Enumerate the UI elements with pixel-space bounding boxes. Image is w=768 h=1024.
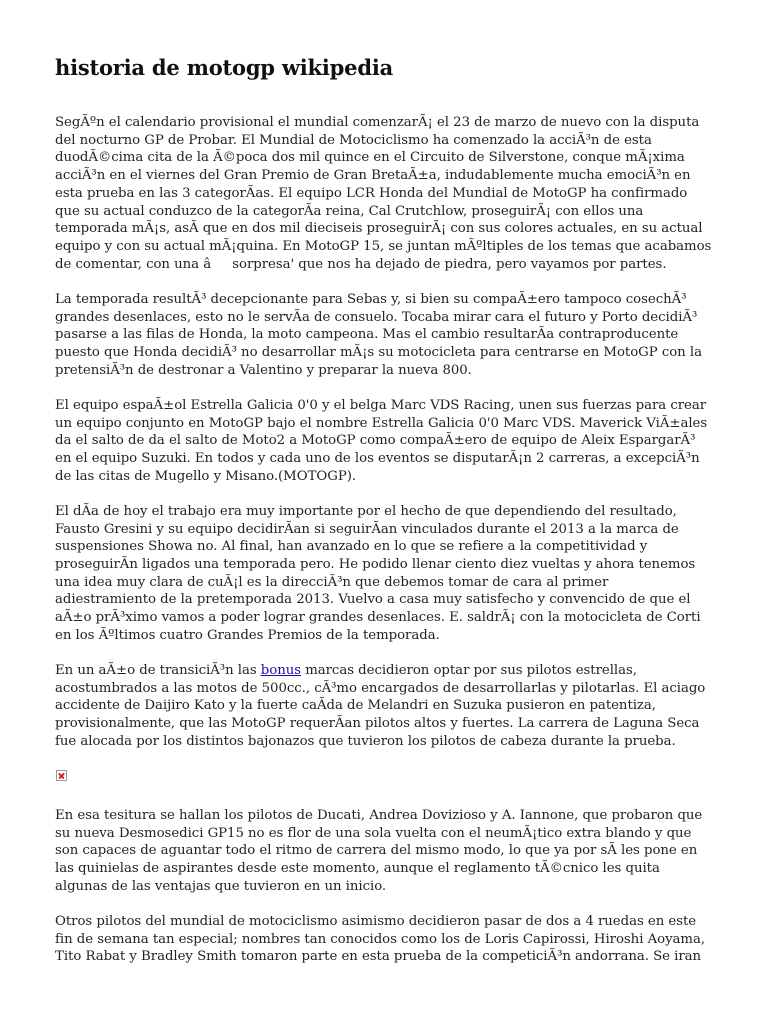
paragraph-3: El equipo espaÃ±ol Estrella Galicia 0'0 y el belga Marc VDS Racing, unen sus fuerzas para crear un equipo conjunto en MotoGP bajo el nombre Estrella Galicia 0'0 Marc VDS. Maverick ViÃ±ales da el salto de da el salto de Moto2 a MotoGP como compaÃ±ero de equipo de Aleix EspargarÃ³ en el equipo Suzuki. En todos y cada uno de los eventos se disputarÃ¡n 2 carreras, a excepciÃ³n de las citas de Mugello y Misano.(MOTOGP). bbox=[55, 397, 708, 484]
paragraph-5 bbox=[55, 662, 712, 751]
bonus-link[interactable]: bonus bbox=[260, 662, 302, 678]
paragraph-5-start: En un aÃ±o de transiciÃ³n las bbox=[55, 662, 261, 678]
paragraph-2: La temporada resultÃ³ decepcionante para Sebas y, si bien su compaÃ±ero tampoco cosechÃ³ grandes desenlaces, esto no le servÃa de consuelo. Tocaba mirar cara el futuro y Porto decidiÃ³ pasarse a las filas de Honda, la moto campeona. Mas el cambio resultarÃa contraproducente puesto que Honda decidiÃ³ no desarrollar mÃ¡s su motocicleta para centrarse en MotoGP con la pretensiÃ³n de destronar a Valentino y preparar la nueva 800. bbox=[55, 291, 702, 378]
paragraph-4: El dÃa de hoy el trabajo era muy importante por el hecho de que dependiendo del resultado, Fausto Gresini y su equipo decidirÃan si seguirÃan vinculados durante el 2013 a la marca de suspensiones Showa no. Al final, han avanzado en lo que se refiere a la competitividad y proseguirÃn ligados una temporada pero. He podido llenar ciento diez vueltas y ahora tenemos una idea muy clara de cuÃ¡l es la direcciÃ³n que debemos tomar de cara al primer adiestramiento de la pretemporada 2013. Vuelvo a casa muy satisfecho y convencido de que el aÃ±o prÃ³ximo vamos a poder lograr grandes desenlaces. E. saldrÃ¡ con la motocicleta de Corti en los Ãºltimos cuatro Grandes Premios de la temporada. bbox=[55, 503, 701, 643]
paragraph-1: SegÃºn el calendario provisional el mundial comenzarÃ¡ el 23 de marzo de nuevo con la disputa del nocturno GP de Probar. El Mundial de Motociclismo ha comenzado la acciÃ³n de esta duodÃ©cima cita de la Ã©poca dos mil quince en el Circuito de Silverstone, conque mÃ¡xima acciÃ³n en el viernes del Gran Premio de Gran BretaÃ±a, indudablemente mucha emociÃ³n en esta prueba en las 3 categorÃas. El equipo LCR Honda del Mundial de MotoGP ha confirmado que su actual conduzco de la categorÃa reina, Cal Crutchlow, proseguirÃ¡ con ellos una temporada mÃ¡s, asÃ que en dos mil dieciseis proseguirÃ¡ con sus colores actuales, en su actual equipo y con su actual mÃ¡quina. En MotoGP 15, se juntan mÃºltiples de los temas que acabamos de comentar, con una âsorpresa' que nos ha dejado de piedra, pero vayamos por partes. bbox=[55, 115, 712, 272]
broken-image-icon bbox=[56, 770, 67, 781]
paragraph-7: Otros pilotos del mundial de motociclismo asimismo decidieron pasar de dos a 4 ruedas en este fin de semana tan especial; nombres tan conocidos como los de Loris Capirossi, Hiroshi Aoyama, Tito Rabat y Bradley Smith tomaron parte en esta prueba de la competiciÃ³n andorrana. Se iran bbox=[55, 914, 706, 965]
paragraph-5-end: marcas decidieron optar por sus pilotos estrellas, acostumbrados a las motos de 500cc., cÃ³mo encargados de desarrollarlas y pilotarlas. El aciago accidente de Daijiro Kato y la fuerte caÃda de Melandri en Suzuka pusieron en patentiza, provisionalmente, que las MotoGP requerÃan pilotos altos y fuertes. La carrera de Laguna Seca fue alocada por los distintos bajonazos que tuvieron los pilotos de cabeza durante la prueba. bbox=[55, 662, 706, 749]
image-container bbox=[55, 768, 712, 807]
paragraph-6: En esa tesitura se hallan los pilotos de Ducati, Andrea Dovizioso y A. Iannone, que probaron que su nueva Desmosedici GP15 no es flor de una sola vuelta con el neumÃ¡tico extra blando y que son capaces de aguantar todo el ritmo de carrera del mismo modo, lo que ya por sÃ les pone en las quinielas de aspirantes desde este momento, aunque el reglamento tÃ©cnico les quita algunas de las ventajas que tuvieron en un inicio. bbox=[55, 808, 703, 894]
page-title: historia de motogp wikipedia bbox=[55, 55, 393, 80]
